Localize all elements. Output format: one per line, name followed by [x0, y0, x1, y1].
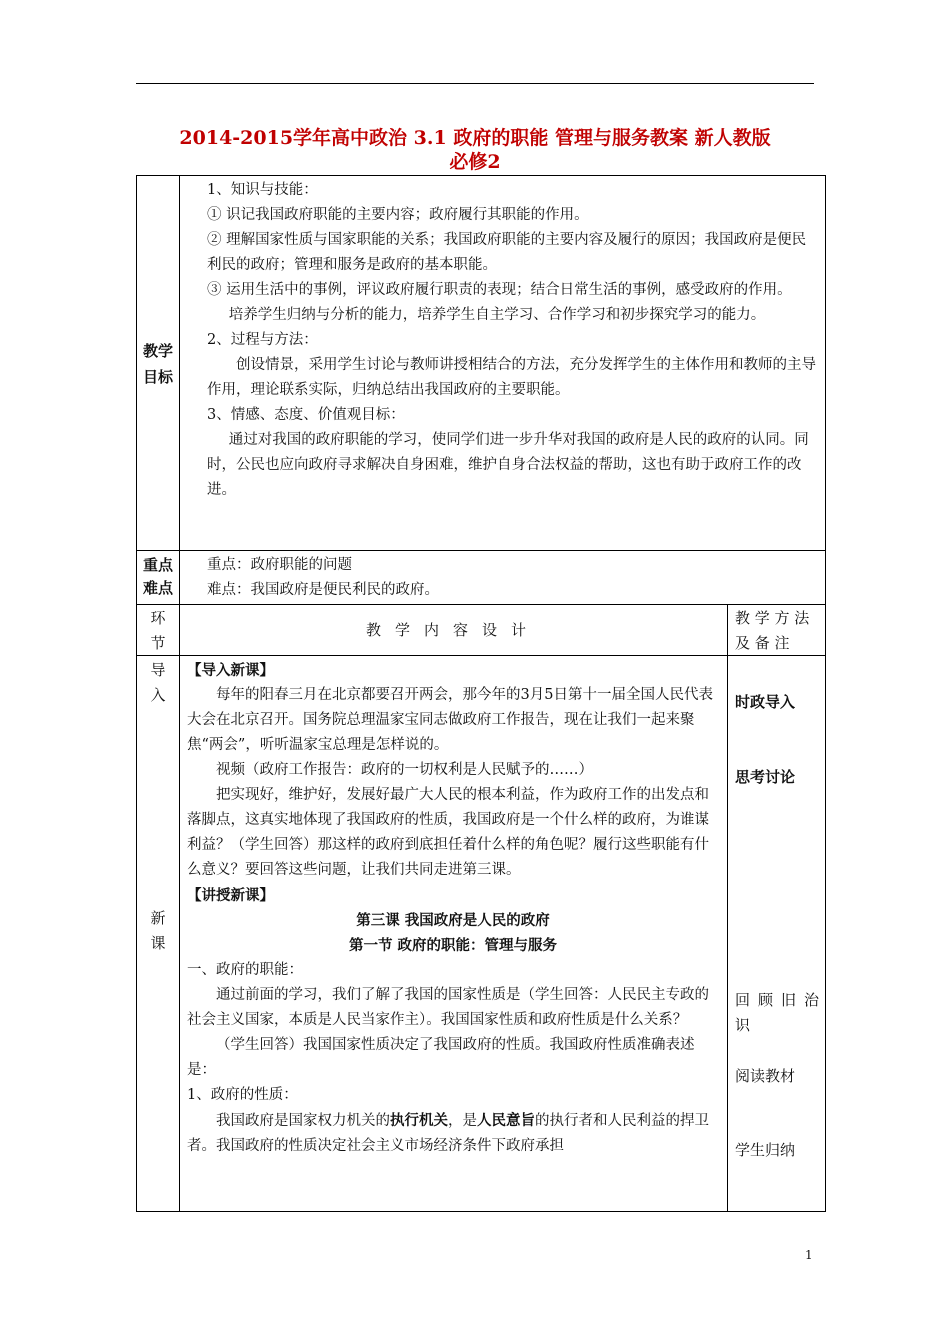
divider [137, 655, 825, 656]
label-text: 难点 [142, 579, 173, 597]
stage-text: 新 [150, 909, 166, 927]
objective-line: 1、知识与技能： [207, 182, 318, 198]
objective-line: 通过对我国的政府职能的学习，使同学们进一步升华对我国的政府是人民的政府的认同。同时，公民也应向政府寻求解决自身困难，维护自身合法权益的帮助，这也有助于政府工作的改进。 [207, 432, 809, 498]
method-note: 阅读教材 [735, 1067, 796, 1085]
emphasis: 执行机关 [390, 1112, 448, 1129]
objectives-content [207, 178, 819, 503]
paragraph: 通过前面的学习，我们了解了我国的国家性质是（学生回答：人民民主专政的社会主义国家，本质是人民当家作主）。我国国家性质和政府性质是什么关系？ [187, 987, 709, 1028]
stage-new [137, 906, 179, 956]
header-text: 及 备 注 [735, 634, 790, 652]
divider [137, 604, 825, 605]
stage-intro [137, 658, 179, 708]
content-header: 教学内容设计 [365, 621, 540, 639]
objective-line: 创设情景，采用学生讨论与教师讲授相结合的方法，充分发挥学生的主体作用和教师的主导作用，理论联系实际，归纳总结出我国政府的主要职能。 [207, 357, 816, 398]
paragraph: （学生回答）我国国家性质决定了我国政府的性质。我国政府性质准确表述是： [187, 1037, 695, 1078]
label-text: 目标 [142, 368, 173, 386]
stage-header [137, 606, 179, 656]
keypoint-line: 难点：我国政府是便民利民的政府。 [207, 582, 439, 598]
emphasis: 人民意旨 [477, 1112, 535, 1129]
keypoints-label [137, 554, 179, 600]
label-text: 教学 [142, 342, 173, 360]
objective-line: ③ 运用生活中的事例，评议政府履行职责的表现；结合日常生活的事例，感受政府的作用。 [207, 282, 792, 298]
new-heading: 【讲授新课】 [187, 887, 274, 904]
stage-text: 入 [150, 686, 166, 704]
paragraph: 把实现好，维护好，发展好最广大人民的根本利益，作为政府工作的出发点和落脚点，这真实地体现了我国政府的性质，我国政府是一个什么样的政府，为谁谋利益？（学生回答）那这样的政府到底担任着什么样的角色呢？履行这些职能有什么意义？要回答这些问题，让我们共同走进第三课。 [187, 787, 709, 878]
method-note: 学生归纳 [735, 1141, 796, 1159]
header-text: 节 [150, 634, 166, 652]
lesson-content [187, 658, 719, 1159]
paragraph: 视频（政府工作报告：政府的一切权利是人民赋予的……） [216, 762, 593, 778]
header-rule [136, 83, 814, 84]
title-line-2: 必修2 [449, 151, 501, 173]
label-text: 重点 [142, 556, 173, 574]
objective-line: ② 理解国家性质与国家职能的关系；我国政府职能的主要内容及履行的原因；我国政府是便民利民的政府；管理和服务是政府的基本职能。 [207, 232, 807, 273]
objective-line: ① 识记我国政府职能的主要内容；政府履行其职能的作用。 [207, 207, 589, 223]
keypoints-content [207, 553, 819, 603]
keypoint-line: 重点：政府职能的问题 [207, 557, 352, 573]
paragraph [187, 1108, 719, 1159]
objective-line: 2、过程与方法： [207, 332, 318, 348]
item-heading: 1、政府的性质： [187, 1087, 298, 1103]
stage-text: 课 [150, 934, 166, 952]
title-line-1: 2014-2015学年高中政治 3.1 政府的职能 管理与服务教案 新人教版 [179, 127, 771, 149]
part-heading: 一、政府的职能： [187, 962, 303, 978]
intro-heading: 【导入新课】 [187, 662, 274, 679]
lesson-plan-table [136, 175, 826, 1212]
document-title [130, 126, 820, 174]
header-text: 环 [150, 609, 166, 627]
paragraph: 每年的阳春三月在北京都要召开两会，那今年的3月5日第十一届全国人民代表大会在北京召开。国务院总理温家宝同志做政府工作报告，现在让我们一起来聚焦“两会”，听听温家宝总理是怎样说的。 [187, 687, 713, 753]
text-run: ，是 [448, 1113, 477, 1129]
objectives-label [137, 338, 179, 390]
section-title: 第一节 政府的职能：管理与服务 [348, 937, 558, 954]
header-text: 教 学 方 法 [735, 609, 810, 627]
method-note: 时政导入 [735, 693, 796, 711]
method-note: 思考讨论 [735, 768, 796, 786]
lesson-title: 第三课 我国政府是人民的政府 [356, 912, 550, 929]
text-run: 我国政府是国家权力机关的 [216, 1113, 390, 1129]
divider [727, 604, 728, 1211]
page-number: 1 [805, 1248, 813, 1262]
objective-line: 培养学生归纳与分析的能力，培养学生自主学习、合作学习和初步探究学习的能力。 [228, 307, 766, 323]
divider [137, 550, 825, 551]
divider [179, 176, 180, 612]
method-header [735, 606, 823, 656]
text-run: 的执行者和人民利益的捍卫者。我国政府的性质决定社会主义市场经济条件下政府承担 [187, 1113, 709, 1154]
divider [179, 604, 180, 1211]
objective-line: 3、情感、态度、价值观目标： [207, 407, 405, 423]
stage-text: 导 [150, 661, 166, 679]
method-note: 回 顾 旧 治 识 [735, 991, 819, 1034]
